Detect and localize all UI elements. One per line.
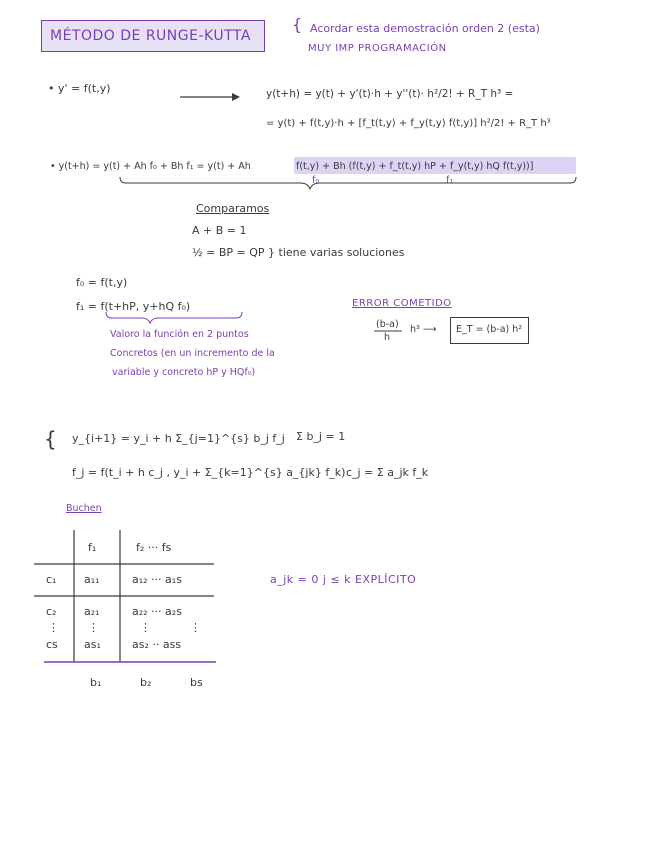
butcher-b2: b₂ xyxy=(140,676,152,689)
taylor-line-1: y(t+h) = y(t) + y'(t)·h + y''(t)· h²/2! + R_T h³ = xyxy=(266,88,514,100)
error-frac-den: h xyxy=(384,332,391,343)
f1-definition: f₁ = f(t+hP, y+hQ f₀) xyxy=(76,300,191,313)
general-eq-1: y_{i+1} = y_i + h Σ_{j=1}^{s} b_j f_j xyxy=(72,432,285,445)
page-title: MÉTODO DE RUNGE-KUTTA xyxy=(50,28,251,44)
taylor-line-2: = y(t) + f(t,y)·h + [f_t(t,y) + f_y(t,y) f(t,y)] h²/2! + R_T h³ xyxy=(266,118,551,129)
general-eq-2: f_j = f(t_i + h c_j , y_i + Σ_{k=1}^{s} a_{jk} f_k) xyxy=(72,466,346,479)
butcher-row2-rest: a₂₂ ··· a₂s xyxy=(132,605,182,618)
butcher-heading: Buchen xyxy=(66,503,102,514)
f0-label: f₀ xyxy=(312,175,320,186)
compare-heading: Comparamos xyxy=(196,202,270,215)
f1-underbrace xyxy=(106,312,242,323)
general-eq-1-side: Σ b_j = 1 xyxy=(296,430,346,443)
error-frac-num: (b-a) xyxy=(376,319,399,330)
error-heading: ERROR COMETIDO xyxy=(352,298,452,309)
general-brace: { xyxy=(44,427,57,451)
butcher-row1-rest: a₁₂ ··· a₁s xyxy=(132,573,182,586)
butcher-dots-a2: ⋮ xyxy=(140,621,151,634)
butcher-cs: cs xyxy=(46,638,58,651)
butcher-a21: a₂₁ xyxy=(84,605,100,618)
note-line-2: MUY IMP PROGRAMACIÓN xyxy=(308,43,447,54)
defs-note-2: Concretos (en un incremento de la xyxy=(110,348,275,359)
error-boxed-formula: E_T = (b-a) h² xyxy=(456,324,523,335)
butcher-dots-c: ⋮ xyxy=(48,621,59,634)
f0-definition: f₀ = f(t,y) xyxy=(76,276,128,289)
rk-form-lead: • y(t+h) = y(t) + Ah f₀ + Bh f₁ = y(t) + Ah xyxy=(50,161,251,172)
butcher-b1: b₁ xyxy=(90,676,102,689)
general-eq-2-side: c_j = Σ a_jk f_k xyxy=(346,466,429,479)
rk-form-highlight: f(t,y) + Bh (f(t,y) + f_t(t,y) hP + f_y(t,y) hQ f(t,y))] xyxy=(296,161,534,172)
explicit-note: a_jk = 0 j ≤ k EXPLÍCITO xyxy=(270,573,417,586)
butcher-c1: c₁ xyxy=(46,573,57,586)
arrow-head xyxy=(232,93,240,101)
error-frac-tail: h³ ⟶ xyxy=(410,324,437,335)
butcher-c2: c₂ xyxy=(46,605,57,618)
brace-mark: { xyxy=(292,15,303,34)
butcher-dots-a1: ⋮ xyxy=(88,621,99,634)
defs-note-3: variable y concreto hP y HQf₀) xyxy=(112,367,256,378)
butcher-col-1: f₁ xyxy=(88,541,97,554)
defs-note-1: Valoro la función en 2 puntos xyxy=(110,329,249,340)
butcher-a11: a₁₁ xyxy=(84,573,100,586)
compare-eq-1: A + B = 1 xyxy=(192,224,247,237)
butcher-dots-as: ⋮ xyxy=(190,621,201,634)
ode-statement: • y' = f(t,y) xyxy=(48,82,111,95)
butcher-col-2: f₂ ··· fs xyxy=(136,541,172,554)
f1-label: f₁ xyxy=(446,175,454,186)
butcher-row3-rest: as₂ ·· ass xyxy=(132,638,182,651)
butcher-bs: bs xyxy=(190,676,203,689)
butcher-as1: as₁ xyxy=(84,638,101,651)
compare-eq-2: ½ = BP = QP } tiene varias soluciones xyxy=(192,246,405,259)
rk-underbrace xyxy=(120,177,576,189)
note-line-1: Acordar esta demostración orden 2 (esta) xyxy=(310,22,540,35)
